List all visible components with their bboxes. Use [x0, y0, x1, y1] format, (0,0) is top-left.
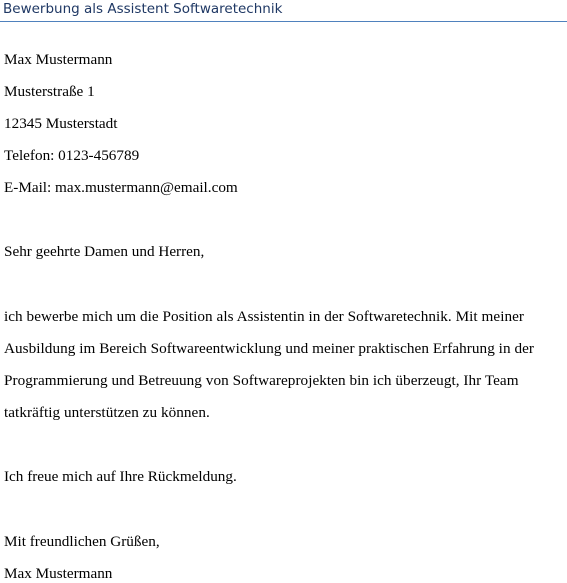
sender-city: 12345 Musterstadt	[4, 115, 118, 132]
paragraph-line: Ausbildung im Bereich Softwareentwicklung und meiner praktischen Erfahrung in der	[4, 340, 534, 357]
header-divider	[0, 21, 567, 22]
closing-paragraph: Ich freue mich auf Ihre Rückmeldung.	[4, 468, 237, 485]
sender-name: Max Mustermann	[4, 51, 113, 68]
signature-name: Max Mustermann	[4, 565, 113, 582]
sender-phone: Telefon: 0123-456789	[4, 147, 140, 164]
salutation: Sehr geehrte Damen und Herren,	[4, 243, 205, 260]
header-title: Bewerbung als Assistent Softwaretechnik	[3, 1, 283, 17]
closing-greeting: Mit freundlichen Grüßen,	[4, 533, 160, 550]
sender-street: Musterstraße 1	[4, 83, 95, 100]
paragraph-line: tatkräftig unterstützen zu können.	[4, 404, 210, 421]
paragraph-line: Programmierung und Betreuung von Softwareprojekten bin ich überzeugt, Ihr Team	[4, 372, 519, 389]
paragraph-line: ich bewerbe mich um die Position als Assistentin in der Softwaretechnik. Mit meiner	[4, 308, 525, 325]
sender-email: E-Mail: max.mustermann@email.com	[4, 179, 238, 196]
document-header	[0, 0, 567, 24]
